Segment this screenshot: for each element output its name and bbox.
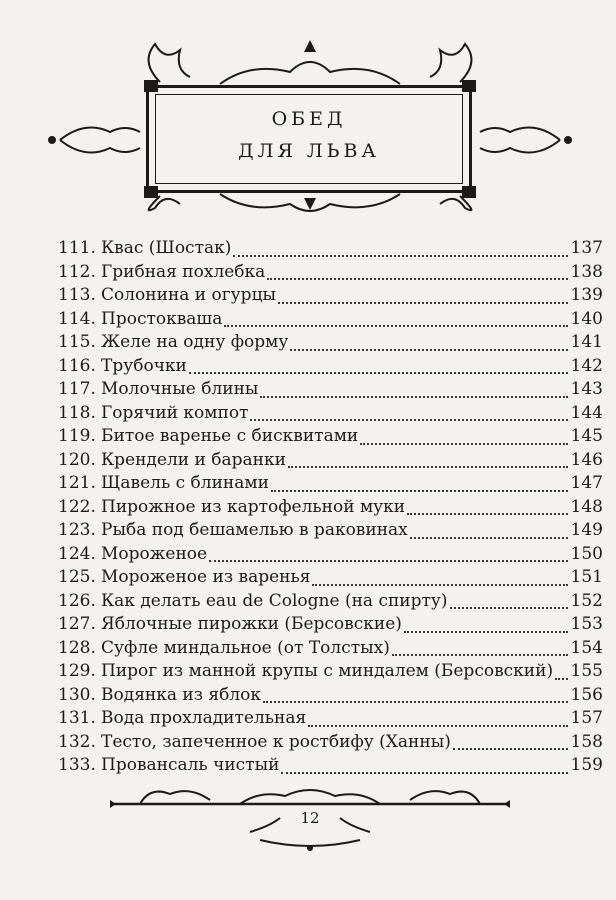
toc-entry-title: Пирожное из картофельной муки — [101, 496, 406, 517]
toc-entry-title: Суфле миндальное (от Толстых) — [101, 637, 390, 658]
toc-entry-number: 118. — [58, 402, 96, 423]
toc-entry-number: 127. — [58, 614, 96, 634]
toc-entry — [58, 590, 603, 614]
leader-dots — [308, 711, 568, 727]
leader-dots — [404, 617, 568, 633]
toc-entry-number: 122. — [58, 496, 96, 517]
toc-entry-page: 157 — [570, 708, 603, 728]
toc-entry-page: 153 — [570, 614, 603, 634]
toc-entry-number: 133. — [58, 755, 96, 775]
toc-entry — [58, 637, 603, 661]
section-title-line-1: ОБЕД — [271, 108, 347, 130]
toc-entry-page: 139 — [570, 285, 603, 305]
toc-entry-number: 129. — [58, 661, 96, 681]
toc-entry-number: 115. — [58, 332, 96, 352]
title-frame — [146, 85, 472, 193]
leader-dots — [233, 241, 568, 257]
leader-dots — [189, 358, 568, 374]
toc-entry — [58, 660, 603, 684]
leader-dots — [271, 476, 568, 492]
toc-entry — [58, 519, 603, 543]
toc-entry-title: Трубочки — [101, 355, 187, 376]
toc-entry — [58, 402, 603, 426]
toc-entry — [58, 613, 603, 637]
toc-entry-page: 150 — [570, 543, 603, 564]
toc-entry-title: Как делать eau de Cologne (на спирту) — [101, 590, 448, 611]
toc-entry-title: Солонина и огурцы — [101, 285, 277, 305]
toc-entry-title: Вода прохладительная — [101, 708, 307, 728]
leader-dots — [267, 264, 568, 280]
toc-entry-title: Яблочные пирожки (Берсовские) — [101, 614, 402, 634]
toc-entry — [58, 754, 603, 778]
leader-dots — [281, 758, 568, 774]
toc-entry — [58, 237, 603, 261]
leader-dots — [407, 499, 568, 515]
toc-entry-number: 132. — [58, 731, 96, 752]
toc-entry-number: 123. — [58, 520, 96, 540]
toc-entry-number: 130. — [58, 684, 96, 705]
toc-entry-page: 152 — [570, 590, 603, 611]
toc-entry — [58, 308, 603, 332]
toc-entry-page: 147 — [570, 473, 603, 493]
toc-entry-page: 142 — [570, 355, 603, 376]
footer-ornament — [110, 782, 510, 862]
toc-entry — [58, 496, 603, 520]
leader-dots — [260, 382, 568, 398]
leader-dots — [360, 429, 568, 445]
toc-entry-page: 149 — [570, 520, 603, 540]
leader-dots — [263, 687, 568, 703]
toc-entry-title: Битое варенье с бисквитами — [101, 426, 359, 446]
toc-entry-title: Желе на одну форму — [101, 332, 289, 352]
section-title-line-2: ДЛЯ ЛЬВА — [238, 140, 380, 162]
leader-dots — [392, 640, 568, 656]
toc-entry-number: 117. — [58, 379, 96, 399]
toc-entry — [58, 731, 603, 755]
leader-dots — [453, 734, 568, 750]
table-of-contents — [58, 237, 603, 778]
toc-entry-number: 128. — [58, 637, 96, 658]
toc-entry-title: Молочные блины — [101, 379, 259, 399]
toc-entry — [58, 331, 603, 355]
leader-dots — [450, 593, 568, 609]
toc-entry-title: Рыба под бешамелью в раковинах — [101, 520, 408, 540]
toc-entry-page: 159 — [570, 755, 603, 775]
toc-entry-title: Простокваша — [101, 308, 223, 329]
toc-entry-page: 143 — [570, 379, 603, 399]
toc-entry-number: 125. — [58, 567, 96, 587]
toc-entry-page: 138 — [570, 261, 603, 282]
toc-entry — [58, 284, 603, 308]
leader-dots — [209, 546, 568, 562]
toc-entry — [58, 378, 603, 402]
toc-entry-number: 126. — [58, 590, 96, 611]
page-number: 12 — [300, 809, 320, 827]
toc-entry-number: 124. — [58, 543, 96, 564]
toc-entry-title: Горячий компот — [101, 402, 249, 423]
toc-entry — [58, 472, 603, 496]
toc-entry-page: 148 — [570, 496, 603, 517]
toc-entry-number: 120. — [58, 449, 96, 470]
toc-entry-page: 141 — [570, 332, 603, 352]
toc-entry-page: 151 — [570, 567, 603, 587]
toc-entry-page: 154 — [570, 637, 603, 658]
toc-entry-title: Квас (Шостак) — [101, 238, 232, 258]
toc-entry-page: 158 — [570, 731, 603, 752]
header-ornament — [40, 32, 580, 212]
toc-entry-number: 116. — [58, 355, 96, 376]
toc-entry-title: Мороженое из варенья — [101, 567, 311, 587]
toc-entry-title: Крендели и баранки — [101, 449, 286, 470]
leader-dots — [278, 288, 568, 304]
toc-entry-page: 137 — [570, 238, 603, 258]
toc-entry — [58, 684, 603, 708]
toc-entry-title: Пирог из манной крупы с миндалем (Берсовский) — [101, 661, 554, 681]
toc-entry-title: Водянка из яблок — [101, 684, 262, 705]
toc-entry — [58, 707, 603, 731]
toc-entry-number: 131. — [58, 708, 96, 728]
toc-entry — [58, 355, 603, 379]
toc-entry-number: 111. — [58, 238, 96, 258]
toc-entry-title: Провансаль чистый — [101, 755, 280, 775]
leader-dots — [555, 664, 568, 680]
toc-entry-number: 121. — [58, 473, 96, 493]
toc-entry-number: 113. — [58, 285, 96, 305]
toc-entry — [58, 543, 603, 567]
toc-entry-title: Мороженое — [101, 543, 208, 564]
leader-dots — [288, 452, 568, 468]
toc-entry — [58, 449, 603, 473]
toc-entry-page: 145 — [570, 426, 603, 446]
toc-entry-number: 114. — [58, 308, 96, 329]
leader-dots — [312, 570, 568, 586]
leader-dots — [290, 335, 568, 351]
toc-entry-title: Щавель с блинами — [101, 473, 269, 493]
leader-dots — [250, 405, 568, 421]
toc-entry — [58, 425, 603, 449]
toc-entry-page: 155 — [570, 661, 603, 681]
leader-dots — [224, 311, 568, 327]
toc-entry-number: 119. — [58, 426, 96, 446]
toc-entry-page: 146 — [570, 449, 603, 470]
toc-entry-page: 144 — [570, 402, 603, 423]
leader-dots — [410, 523, 568, 539]
toc-entry-title: Тесто, запеченное к ростбифу (Ханны) — [101, 731, 451, 752]
toc-entry-page: 156 — [570, 684, 603, 705]
toc-entry — [58, 566, 603, 590]
toc-entry-title: Грибная похлебка — [101, 261, 266, 282]
toc-entry-page: 140 — [570, 308, 603, 329]
toc-entry-number: 112. — [58, 261, 96, 282]
toc-entry — [58, 261, 603, 285]
